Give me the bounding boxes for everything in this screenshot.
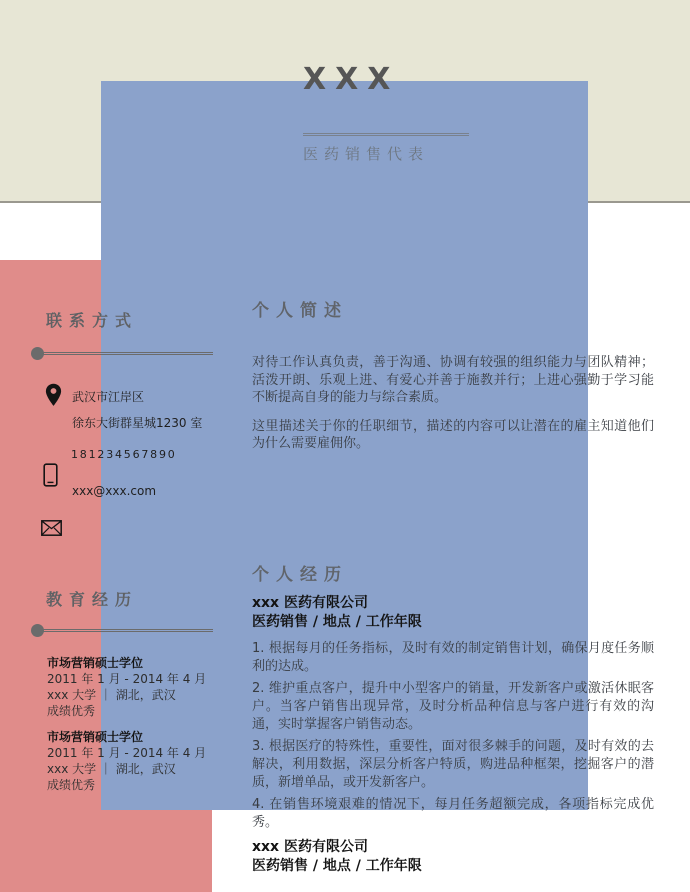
education-school: xxx 大学 ｜ 湖北，武汉 [47, 688, 176, 702]
job-duty: 2. 维护重点客户，提升中小型客户的销量，开发新客户或激活休眠客户。当客户销售出现异常，及时分析品种信息与客户进行有效的沟通，实时掌握客户销售动态。 [252, 680, 654, 732]
job-meta: 医药销售 / 地点 / 工作年限 [252, 613, 422, 630]
contact-section-heading: 联系方式 [46, 311, 139, 330]
degree-title: 市场营销硕士学位 [47, 730, 144, 744]
job-header [252, 838, 654, 876]
job-duty: 1. 根据每月的任务指标，及时有效的制定销售计划，确保月度任务顺利的达成。 [252, 640, 654, 674]
rule-dot [31, 624, 44, 637]
summary-paragraph: 这里描述关于你的任职细节，描述的内容可以让潜在的雇主知道他们为什么需要雇佣你。 [252, 418, 654, 451]
phone-number: 181234567890 [71, 448, 177, 461]
experience-heading: 个人经历 [252, 564, 348, 585]
rule-dot [31, 347, 44, 360]
education-grade: 成绩优秀 [47, 704, 96, 718]
address-line-2: 徐东大街群星城1230 室 [72, 416, 203, 430]
education-section-rule [33, 629, 213, 632]
education-section-heading: 教育经历 [46, 590, 139, 609]
address-block [72, 384, 202, 436]
address-line-1: 武汉市江岸区 [72, 390, 145, 404]
resume-name: XXX [303, 62, 400, 97]
job-duty: 3. 根据医疗的特殊性，重要性，面对很多棘手的问题，及时有效的去解决，利用数据，深层分析客户特质，购进品种框架，挖掘客户的潜质，新增单品，或开发新客户。 [252, 738, 654, 790]
education-entry [47, 655, 212, 719]
envelope-icon [41, 520, 62, 540]
summary-paragraph: 对待工作认真负责，善于沟通、协调有较强的组织能力与团队精神；活泼开朗、乐观上进、有爱心并善于施教并行；上进心强勤于学习能不断提高自身的能力与综合素质。 [252, 355, 654, 405]
degree-title: 市场营销硕士学位 [47, 656, 144, 670]
education-school: xxx 大学 ｜ 湖北，武汉 [47, 762, 176, 776]
job-duties [252, 640, 654, 832]
job-meta: 医药销售 / 地点 / 工作年限 [252, 857, 422, 874]
name-underline [303, 133, 469, 136]
smartphone-icon [43, 463, 58, 491]
summary-section [252, 300, 654, 453]
job-title-subtitle: 医药销售代表 [303, 145, 430, 163]
header [303, 63, 483, 163]
education-period: 2011 年 1 月 - 2014 年 4 月 [47, 746, 207, 760]
email-address: xxx@xxx.com [72, 484, 157, 498]
summary-heading: 个人简述 [252, 301, 348, 321]
education-grade: 成绩优秀 [47, 778, 96, 792]
contact-section-rule [33, 352, 213, 355]
experience-section [252, 564, 654, 876]
location-pin-icon [45, 383, 62, 411]
education-period: 2011 年 1 月 - 2014 年 4 月 [47, 672, 207, 686]
job-header [252, 594, 654, 632]
company-name: xxx 医药有限公司 [252, 594, 368, 611]
company-name: xxx 医药有限公司 [252, 838, 368, 855]
main-column [252, 300, 654, 876]
job-duty: 4. 在销售环境艰难的情况下，每月任务超额完成，各项指标完成优秀。 [252, 796, 654, 830]
education-entry [47, 729, 212, 793]
